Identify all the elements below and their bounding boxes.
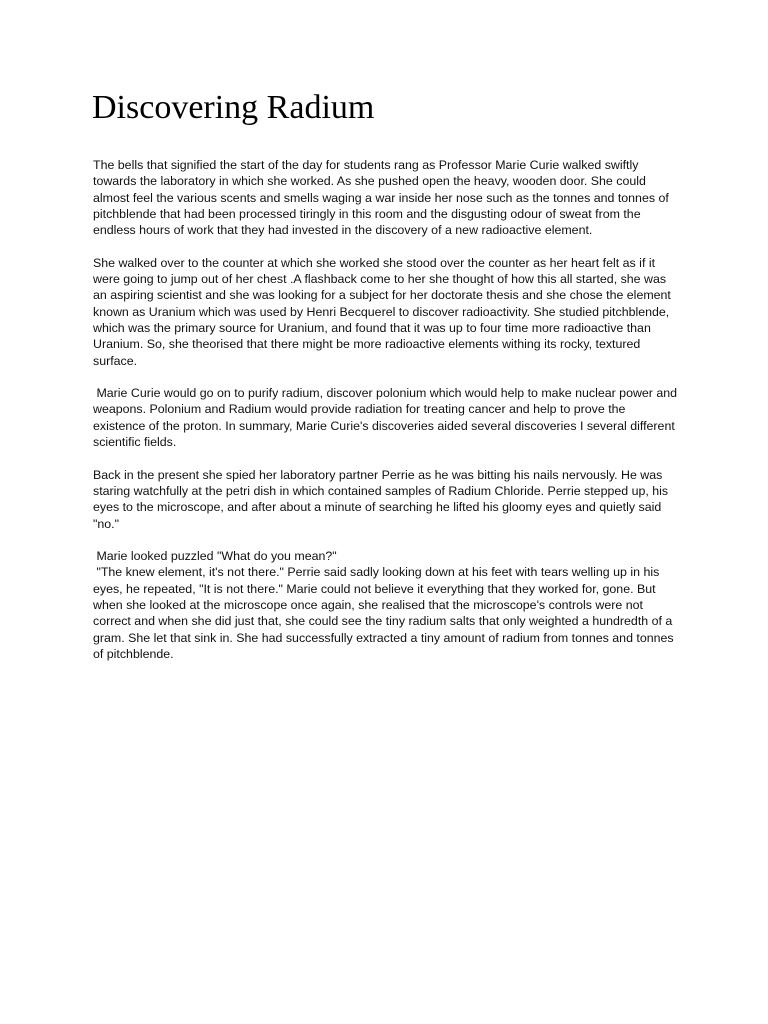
document-body <box>93 157 681 679</box>
paragraph-2: She walked over to the counter at which she worked she stood over the counter as her heart felt as if it were going to jump out of her chest .A flashback come to her she thought of how this all started, she was an aspiring scientist and she was looking for a subject for her doctorate thesis and she chose the element known as Uranium which was used by Henri Becquerel to discover radioactivity. She studied pitchblende, which was the primary source for Uranium, and found that it was up to four time more radioactive than Uranium. So, she theorised that there might be more radioactive elements withing its rocky, textured surface. <box>93 255 675 368</box>
paragraph-6: "The knew element, it's not there." Perrie said sadly looking down at his feet with tears welling up in his eyes, he repeated, "It is not there." Marie could not believe it everything that they worked for, gone. But when she looked at the microscope once again, she realised that the microscope's controls were not correct and when she did just that, she could see the tiny radium salts that only weighted a hundredth of a gram. She let that sink in. She had successfully extracted a tiny amount of radium from tonnes and tonnes of pitchblende. <box>93 565 678 661</box>
paragraph-5: Marie looked puzzled "What do you mean?" <box>93 549 337 564</box>
paragraph-3: Marie Curie would go on to purify radium, discover polonium which would help to make nuclear power and weapons. Polonium and Radium would provide radiation for treating cancer and help to prove the existence of the proton. In summary, Marie Curie's discoveries aided several discoveries I several different scientific fields. <box>93 386 681 450</box>
paragraph-4: Back in the present she spied her laboratory partner Perrie as he was bitting his nails nervously. He was staring watchfully at the petri dish in which contained samples of Radium Chloride. Perrie stepped up, his eyes to the microscope, and after about a minute of searching he lifted his gloomy eyes and quietly said "no." <box>93 467 672 531</box>
document-title: Discovering Radium <box>92 89 375 126</box>
paragraph-1: The bells that signified the start of the day for students rang as Professor Marie Curie walked swiftly towards the laboratory in which she worked. As she pushed open the heavy, wooden door. She could almost feel the various scents and smells waging a war inside her nose such as the tonnes and tonnes of pitchblende that had been processed tiringly in this room and the disgusting odour of sweat from the endless hours of work that they had invested in the discovery of a new radioactive element. <box>93 158 673 238</box>
